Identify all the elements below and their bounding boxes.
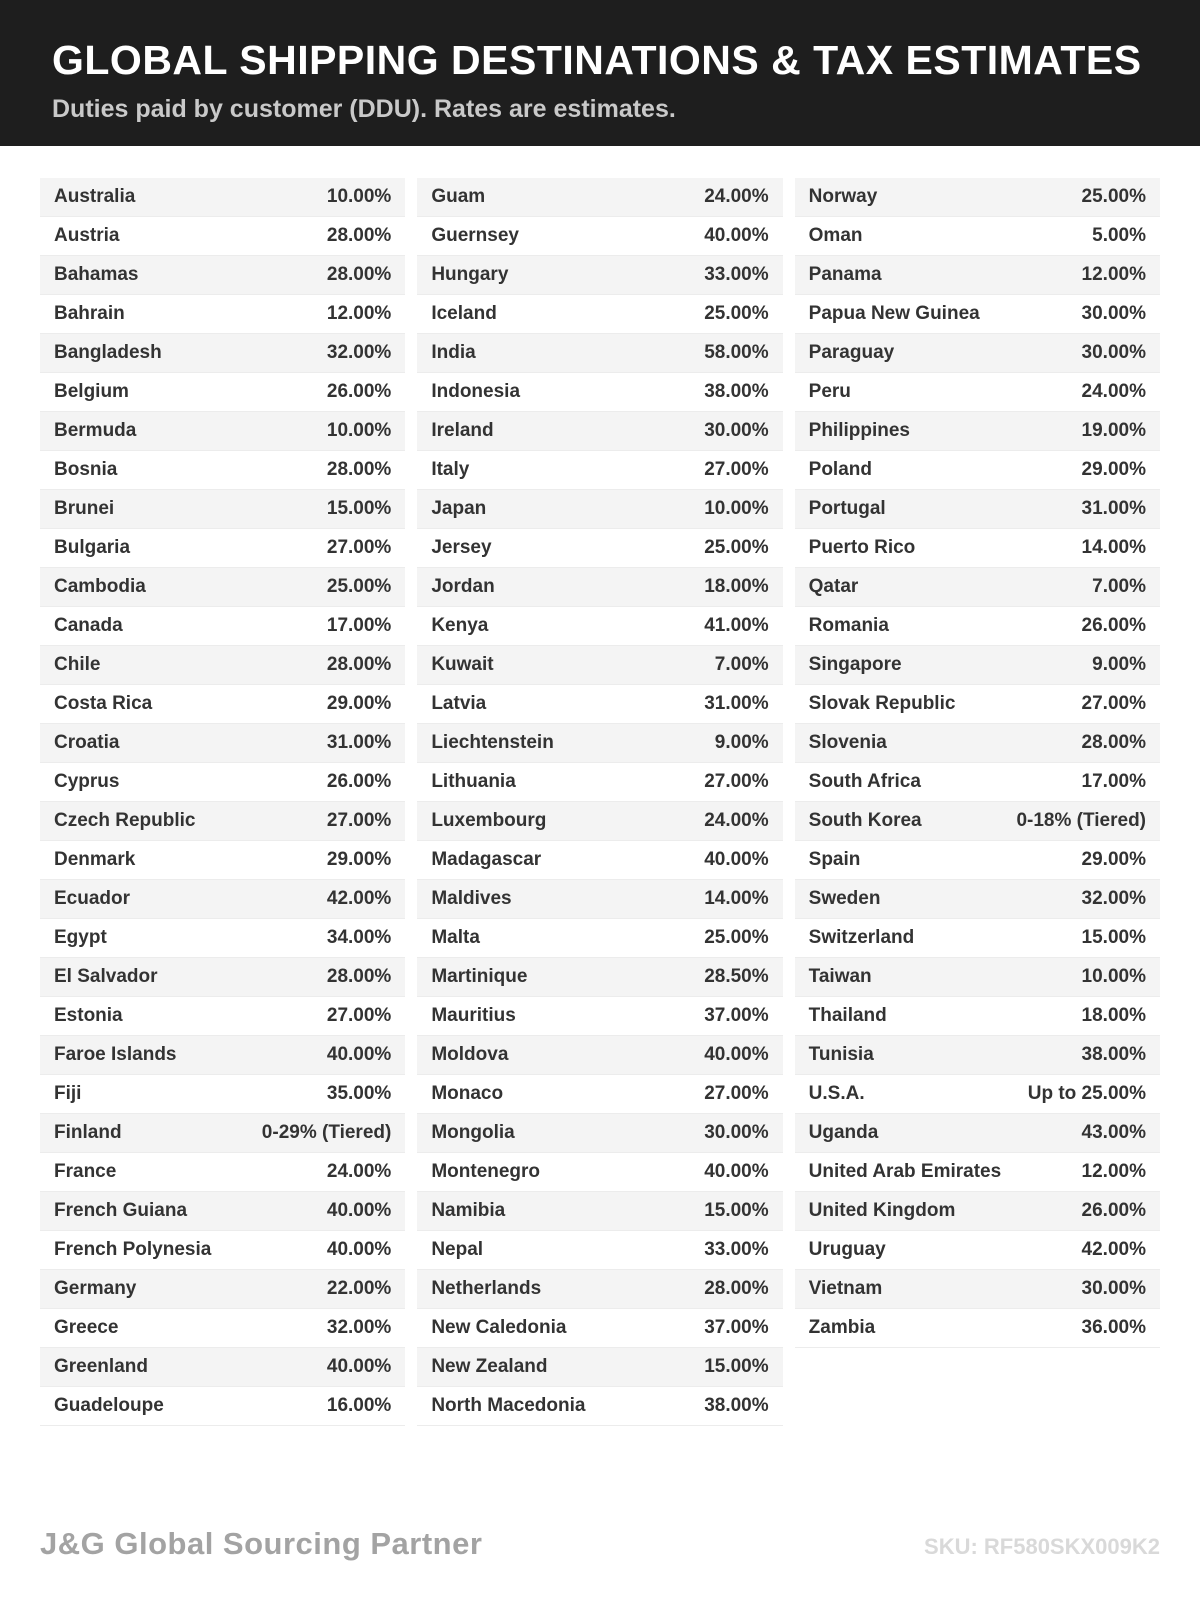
- country-name: French Guiana: [54, 1200, 188, 1221]
- country-name: Liechtenstein: [431, 732, 554, 753]
- table-row: [417, 1309, 782, 1348]
- table-row: [417, 646, 782, 685]
- table-row: [417, 1075, 782, 1114]
- table-row: [40, 958, 405, 997]
- tax-rate: 28.00%: [704, 1278, 769, 1299]
- country-name: Mauritius: [431, 1005, 516, 1026]
- tax-rate: 9.00%: [714, 732, 769, 753]
- tax-rate: 27.00%: [704, 459, 769, 480]
- tax-rate: 38.00%: [1081, 1044, 1146, 1065]
- country-name: Finland: [54, 1122, 122, 1143]
- country-name: New Zealand: [431, 1356, 548, 1377]
- tax-rate: 14.00%: [704, 888, 769, 909]
- rates-table: [0, 178, 1200, 1426]
- tax-rate: 15.00%: [1081, 927, 1146, 948]
- country-name: Sweden: [808, 888, 881, 909]
- country-name: Taiwan: [808, 966, 872, 987]
- table-row: [40, 1036, 405, 1075]
- table-row: [40, 802, 405, 841]
- table-row: [417, 568, 782, 607]
- table-row: [795, 529, 1160, 568]
- tax-rate: 22.00%: [326, 1278, 392, 1299]
- page-subtitle: Duties paid by customer (DDU). Rates are estimates.: [52, 95, 676, 124]
- country-name: Bahamas: [54, 264, 139, 285]
- country-name: Croatia: [54, 732, 120, 753]
- country-name: Hungary: [431, 264, 509, 285]
- table-row: [795, 217, 1160, 256]
- table-row: [40, 334, 405, 373]
- country-name: Indonesia: [431, 381, 521, 402]
- tax-rate: 28.00%: [326, 654, 392, 675]
- table-row: [40, 685, 405, 724]
- tax-rate: 5.00%: [1092, 225, 1146, 246]
- table-row: [795, 412, 1160, 451]
- table-row: [795, 1231, 1160, 1270]
- tax-rate: 30.00%: [1081, 303, 1146, 324]
- country-name: Slovenia: [808, 732, 887, 753]
- country-name: Peru: [808, 381, 851, 402]
- country-name: Bulgaria: [54, 537, 131, 558]
- tax-rate: 26.00%: [326, 771, 392, 792]
- country-name: Guam: [431, 186, 486, 207]
- tax-rate: 26.00%: [1081, 615, 1146, 636]
- country-name: Japan: [431, 498, 487, 519]
- table-row: [795, 334, 1160, 373]
- table-row: [417, 802, 782, 841]
- tax-rate: 12.00%: [326, 303, 392, 324]
- table-row: [417, 997, 782, 1036]
- tax-rate: 9.00%: [1092, 654, 1146, 675]
- table-row: [795, 1114, 1160, 1153]
- tax-rate: 25.00%: [704, 303, 769, 324]
- tax-rate: 38.00%: [704, 381, 769, 402]
- table-row: [417, 295, 782, 334]
- country-name: Guernsey: [431, 225, 519, 246]
- table-row: [40, 919, 405, 958]
- tax-rate: 28.00%: [1081, 732, 1146, 753]
- country-name: Switzerland: [808, 927, 915, 948]
- tax-rate: 33.00%: [704, 1239, 769, 1260]
- table-row: [795, 1270, 1160, 1309]
- table-row: [40, 412, 405, 451]
- table-row: [417, 178, 782, 217]
- table-row: [417, 763, 782, 802]
- country-name: Kuwait: [431, 654, 494, 675]
- tax-rate: 10.00%: [326, 186, 392, 207]
- tax-rate: 40.00%: [704, 1044, 769, 1065]
- country-name: Cyprus: [54, 771, 120, 792]
- tax-rate: Up to 25.00%: [1027, 1083, 1146, 1104]
- country-name: Denmark: [54, 849, 136, 870]
- country-name: Guadeloupe: [54, 1395, 164, 1416]
- tax-rate: 12.00%: [1081, 264, 1146, 285]
- country-name: Malta: [431, 927, 480, 948]
- table-row: [40, 1075, 405, 1114]
- page-title: GLOBAL SHIPPING DESTINATIONS & TAX ESTIMATES: [52, 37, 1142, 83]
- country-name: Chile: [54, 654, 101, 675]
- tax-rate: 26.00%: [1081, 1200, 1146, 1221]
- country-name: Cambodia: [54, 576, 146, 597]
- country-name: Greenland: [54, 1356, 148, 1377]
- tax-rate: 36.00%: [1081, 1317, 1146, 1338]
- country-name: Czech Republic: [54, 810, 196, 831]
- tax-rate: 12.00%: [1081, 1161, 1146, 1182]
- country-name: Uganda: [808, 1122, 879, 1143]
- country-name: Spain: [808, 849, 861, 870]
- country-name: Monaco: [431, 1083, 504, 1104]
- country-name: South Korea: [808, 810, 922, 831]
- tax-rate: 24.00%: [704, 810, 769, 831]
- tax-rate: 32.00%: [326, 1317, 392, 1338]
- tax-rate: 10.00%: [326, 420, 392, 441]
- tax-rate: 31.00%: [326, 732, 392, 753]
- table-row: [40, 1348, 405, 1387]
- table-row: [417, 334, 782, 373]
- tax-rate: 27.00%: [704, 771, 769, 792]
- country-name: Bermuda: [54, 420, 137, 441]
- country-name: Norway: [808, 186, 878, 207]
- table-row: [795, 646, 1160, 685]
- tax-rate: 58.00%: [704, 342, 769, 363]
- tax-rate: 28.00%: [326, 264, 392, 285]
- table-row: [795, 451, 1160, 490]
- tax-rate: 7.00%: [1092, 576, 1146, 597]
- table-row: [40, 1231, 405, 1270]
- country-name: Italy: [431, 459, 470, 480]
- country-name: Germany: [54, 1278, 137, 1299]
- table-row: [40, 490, 405, 529]
- table-row: [40, 1192, 405, 1231]
- tax-rate: 43.00%: [1081, 1122, 1146, 1143]
- tax-rate: 14.00%: [1081, 537, 1146, 558]
- country-name: Madagascar: [431, 849, 542, 870]
- table-row: [795, 841, 1160, 880]
- country-name: Tunisia: [808, 1044, 874, 1065]
- table-row: [40, 841, 405, 880]
- tax-rate: 40.00%: [326, 1239, 392, 1260]
- table-row: [40, 217, 405, 256]
- table-row: [40, 295, 405, 334]
- tax-rate: 40.00%: [704, 849, 769, 870]
- rates-column-2: [417, 178, 782, 1426]
- tax-rate: 18.00%: [1081, 1005, 1146, 1026]
- tax-rate: 27.00%: [1081, 693, 1146, 714]
- country-name: Romania: [808, 615, 889, 636]
- table-row: [795, 1309, 1160, 1348]
- tax-rate: 38.00%: [704, 1395, 769, 1416]
- country-name: Philippines: [808, 420, 911, 441]
- table-row: [40, 1114, 405, 1153]
- table-row: [795, 1075, 1160, 1114]
- table-row: [40, 724, 405, 763]
- table-row: [795, 1153, 1160, 1192]
- table-row: [40, 763, 405, 802]
- table-row: [40, 997, 405, 1036]
- country-name: Costa Rica: [54, 693, 153, 714]
- header-banner: [0, 0, 1200, 146]
- table-row: [795, 724, 1160, 763]
- country-name: Latvia: [431, 693, 487, 714]
- tax-rate: 7.00%: [714, 654, 769, 675]
- tax-rate: 27.00%: [326, 810, 392, 831]
- table-row: [795, 685, 1160, 724]
- table-row: [417, 1153, 782, 1192]
- tax-rate: 0-29% (Tiered): [261, 1122, 392, 1143]
- country-name: Nepal: [431, 1239, 484, 1260]
- country-name: Jersey: [431, 537, 492, 558]
- tax-rate: 18.00%: [704, 576, 769, 597]
- tax-rate: 30.00%: [704, 420, 769, 441]
- tax-rate: 17.00%: [326, 615, 392, 636]
- table-row: [40, 529, 405, 568]
- table-row: [417, 1270, 782, 1309]
- country-name: Slovak Republic: [808, 693, 956, 714]
- country-name: Panama: [808, 264, 882, 285]
- country-name: Ecuador: [54, 888, 131, 909]
- rates-column-3: [795, 178, 1160, 1348]
- tax-rate: 30.00%: [1081, 342, 1146, 363]
- sku-label: SKU: RF580SKX009K2: [924, 1534, 1160, 1559]
- tax-rate: 27.00%: [326, 1005, 392, 1026]
- rates-column-1: [40, 178, 405, 1426]
- country-name: Thailand: [808, 1005, 887, 1026]
- country-name: Mongolia: [431, 1122, 515, 1143]
- country-name: Greece: [54, 1317, 119, 1338]
- table-row: [795, 295, 1160, 334]
- tax-rate: 40.00%: [326, 1044, 392, 1065]
- table-row: [417, 490, 782, 529]
- country-name: Bosnia: [54, 459, 118, 480]
- tax-rate: 42.00%: [1081, 1239, 1146, 1260]
- country-name: Namibia: [431, 1200, 506, 1221]
- table-row: [417, 1348, 782, 1387]
- table-row: [795, 880, 1160, 919]
- country-name: Kenya: [431, 615, 489, 636]
- tax-rate: 29.00%: [326, 693, 392, 714]
- tax-rate: 32.00%: [1081, 888, 1146, 909]
- tax-rate: 37.00%: [704, 1317, 769, 1338]
- table-row: [417, 451, 782, 490]
- country-name: Faroe Islands: [54, 1044, 177, 1065]
- tax-rate: 16.00%: [326, 1395, 392, 1416]
- table-row: [40, 607, 405, 646]
- tax-rate: 24.00%: [704, 186, 769, 207]
- table-row: [417, 1036, 782, 1075]
- tax-rate: 25.00%: [704, 927, 769, 948]
- table-row: [40, 256, 405, 295]
- tax-rate: 26.00%: [326, 381, 392, 402]
- country-name: Bangladesh: [54, 342, 162, 363]
- tax-rate: 41.00%: [704, 615, 769, 636]
- table-row: [40, 373, 405, 412]
- table-row: [417, 607, 782, 646]
- table-row: [417, 841, 782, 880]
- tax-rate: 24.00%: [326, 1161, 392, 1182]
- tax-rate: 29.00%: [1081, 459, 1146, 480]
- country-name: Vietnam: [808, 1278, 883, 1299]
- table-row: [795, 256, 1160, 295]
- brand-name: J&G Global Sourcing Partner: [40, 1526, 483, 1561]
- tax-rate: 37.00%: [704, 1005, 769, 1026]
- tax-rate: 15.00%: [326, 498, 392, 519]
- country-name: Zambia: [808, 1317, 876, 1338]
- table-row: [417, 373, 782, 412]
- tax-rate: 30.00%: [1081, 1278, 1146, 1299]
- country-name: Netherlands: [431, 1278, 542, 1299]
- tax-rate: 24.00%: [1081, 381, 1146, 402]
- country-name: Egypt: [54, 927, 107, 948]
- tax-rate: 15.00%: [704, 1356, 769, 1377]
- country-name: Oman: [808, 225, 863, 246]
- country-name: Brunei: [54, 498, 115, 519]
- tax-rate: 0-18% (Tiered): [1016, 810, 1146, 831]
- country-name: Singapore: [808, 654, 902, 675]
- country-name: Paraguay: [808, 342, 895, 363]
- tax-rate: 27.00%: [704, 1083, 769, 1104]
- country-name: France: [54, 1161, 117, 1182]
- tax-rate: 28.00%: [326, 459, 392, 480]
- table-row: [40, 1153, 405, 1192]
- tax-rate: 25.00%: [1081, 186, 1146, 207]
- table-row: [795, 958, 1160, 997]
- country-name: United Kingdom: [808, 1200, 956, 1221]
- tax-rate: 40.00%: [326, 1200, 392, 1221]
- tax-rate: 27.00%: [326, 537, 392, 558]
- table-row: [40, 451, 405, 490]
- table-row: [795, 1036, 1160, 1075]
- tax-rate: 34.00%: [326, 927, 392, 948]
- country-name: Puerto Rico: [808, 537, 916, 558]
- country-name: Martinique: [431, 966, 528, 987]
- country-name: Bahrain: [54, 303, 125, 324]
- country-name: Poland: [808, 459, 872, 480]
- table-row: [795, 997, 1160, 1036]
- table-row: [40, 178, 405, 217]
- table-row: [417, 724, 782, 763]
- tax-rate: 33.00%: [704, 264, 769, 285]
- country-name: Australia: [54, 186, 136, 207]
- table-row: [40, 1309, 405, 1348]
- tax-rate: 17.00%: [1081, 771, 1146, 792]
- country-name: Uruguay: [808, 1239, 886, 1260]
- country-name: Maldives: [431, 888, 512, 909]
- country-name: Canada: [54, 615, 123, 636]
- table-row: [417, 880, 782, 919]
- country-name: Estonia: [54, 1005, 123, 1026]
- table-row: [417, 919, 782, 958]
- table-row: [40, 1270, 405, 1309]
- tax-rate: 15.00%: [704, 1200, 769, 1221]
- table-row: [795, 1192, 1160, 1231]
- country-name: Iceland: [431, 303, 497, 324]
- tax-rate: 35.00%: [326, 1083, 392, 1104]
- country-name: India: [431, 342, 476, 363]
- tax-rate: 40.00%: [704, 1161, 769, 1182]
- table-row: [795, 178, 1160, 217]
- table-row: [417, 1387, 782, 1426]
- country-name: U.S.A.: [808, 1083, 865, 1104]
- table-row: [417, 529, 782, 568]
- tax-rate: 28.50%: [704, 966, 769, 987]
- country-name: Montenegro: [431, 1161, 541, 1182]
- tax-rate: 31.00%: [704, 693, 769, 714]
- table-row: [40, 568, 405, 607]
- country-name: French Polynesia: [54, 1239, 212, 1260]
- table-row: [795, 802, 1160, 841]
- tax-rate: 29.00%: [1081, 849, 1146, 870]
- country-name: El Salvador: [54, 966, 158, 987]
- table-row: [417, 217, 782, 256]
- country-name: South Africa: [808, 771, 921, 792]
- country-name: North Macedonia: [431, 1395, 586, 1416]
- table-row: [417, 1114, 782, 1153]
- tax-rate: 29.00%: [326, 849, 392, 870]
- table-row: [417, 1231, 782, 1270]
- tax-rate: 32.00%: [326, 342, 392, 363]
- table-row: [417, 256, 782, 295]
- country-name: Portugal: [808, 498, 886, 519]
- table-row: [40, 646, 405, 685]
- tax-rate: 31.00%: [1081, 498, 1146, 519]
- country-name: Moldova: [431, 1044, 509, 1065]
- country-name: Belgium: [54, 381, 129, 402]
- tax-rate: 28.00%: [326, 966, 392, 987]
- tax-rate: 19.00%: [1081, 420, 1146, 441]
- country-name: Qatar: [808, 576, 859, 597]
- table-row: [795, 568, 1160, 607]
- country-name: Papua New Guinea: [808, 303, 980, 324]
- tax-rate: 28.00%: [326, 225, 392, 246]
- country-name: United Arab Emirates: [808, 1161, 1002, 1182]
- country-name: Lithuania: [431, 771, 516, 792]
- country-name: Luxembourg: [431, 810, 547, 831]
- footer: [0, 1526, 1200, 1562]
- tax-rate: 40.00%: [704, 225, 769, 246]
- country-name: Jordan: [431, 576, 495, 597]
- table-row: [795, 763, 1160, 802]
- table-row: [40, 1387, 405, 1426]
- table-row: [795, 919, 1160, 958]
- tax-rate: 10.00%: [1081, 966, 1146, 987]
- country-name: Ireland: [431, 420, 494, 441]
- table-row: [795, 607, 1160, 646]
- country-name: Fiji: [54, 1083, 82, 1104]
- table-row: [417, 685, 782, 724]
- tax-rate: 25.00%: [326, 576, 392, 597]
- table-row: [40, 880, 405, 919]
- table-row: [417, 958, 782, 997]
- tax-rate: 25.00%: [704, 537, 769, 558]
- country-name: Austria: [54, 225, 120, 246]
- table-row: [795, 373, 1160, 412]
- country-name: New Caledonia: [431, 1317, 567, 1338]
- table-row: [795, 490, 1160, 529]
- tax-rate: 30.00%: [704, 1122, 769, 1143]
- tax-rate: 10.00%: [704, 498, 769, 519]
- tax-rate: 40.00%: [326, 1356, 392, 1377]
- table-row: [417, 412, 782, 451]
- table-row: [417, 1192, 782, 1231]
- tax-rate: 42.00%: [326, 888, 392, 909]
